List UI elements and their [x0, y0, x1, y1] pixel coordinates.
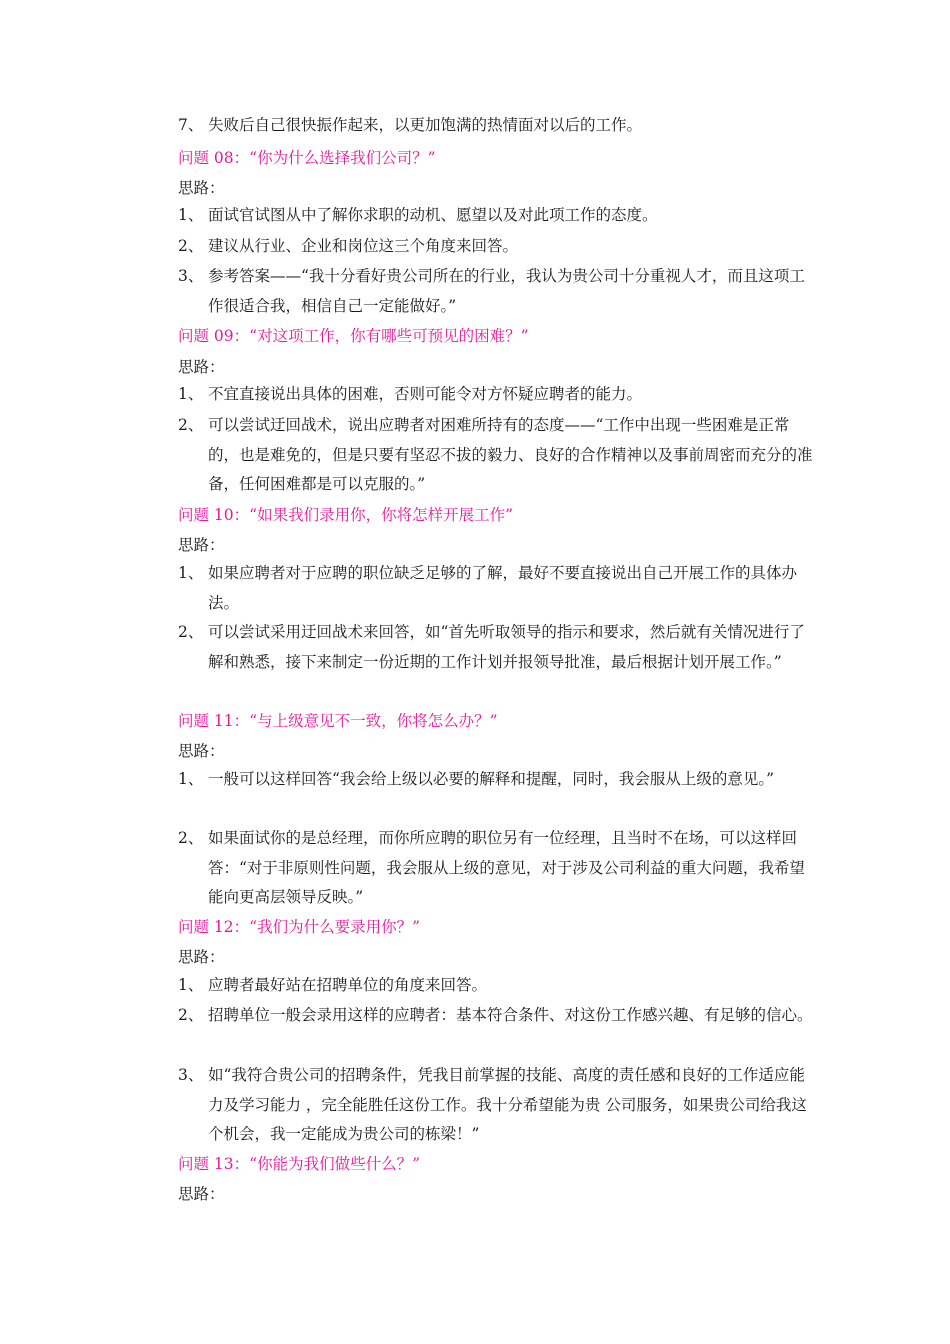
section-label: 思路： — [178, 742, 225, 760]
list-item — [178, 1061, 818, 1150]
list-text: 失败后自己很快振作起来，以更加饱满的热情面对以后的工作。 — [208, 116, 643, 134]
section-label: 思路： — [178, 948, 225, 966]
question-heading: 问题 09：“对这项工作，你有哪些可预见的困难？” — [178, 327, 529, 345]
section-label: 思路： — [178, 536, 225, 554]
list-item — [178, 111, 818, 141]
list-item — [178, 262, 818, 321]
list-item — [178, 559, 818, 618]
list-number: 1、 — [178, 564, 204, 582]
list-text: 参考答案——“我十分看好贵公司所在的行业，我认为贵公司十分重视人才，而且这项工作很适合我，相信自己一定能做好。” — [208, 267, 805, 315]
list-number: 7、 — [178, 116, 204, 134]
section-label: 思路： — [178, 1185, 225, 1203]
list-number: 3、 — [178, 267, 204, 285]
section-label: 思路： — [178, 179, 225, 197]
list-text: 招聘单位一般会录用这样的应聘者：基本符合条件、对这份工作感兴趣、有足够的信心。 — [208, 1006, 813, 1024]
list-item — [178, 380, 818, 410]
list-text: 可以尝试采用迂回战术来回答，如“首先听取领导的指示和要求，然后就有关情况进行了解和熟悉，接下来制定一份近期的工作计划并报领导批准，最后根据计划开展工作。” — [208, 623, 805, 671]
list-item — [178, 971, 818, 1001]
question-heading: 问题 08：“你为什么选择我们公司？” — [178, 149, 436, 167]
list-number: 2、 — [178, 829, 204, 847]
list-text: 如果应聘者对于应聘的职位缺乏足够的了解，最好不要直接说出自己开展工作的具体办法。 — [208, 564, 798, 612]
question-heading: 问题 10：“如果我们录用你，你将怎样开展工作” — [178, 506, 513, 524]
list-number: 1、 — [178, 206, 204, 224]
list-number: 2、 — [178, 416, 204, 434]
section-label: 思路： — [178, 358, 225, 376]
list-item — [178, 1001, 818, 1031]
list-number: 2、 — [178, 623, 204, 641]
list-text: 面试官试图从中了解你求职的动机、愿望以及对此项工作的态度。 — [208, 206, 658, 224]
list-item — [178, 411, 818, 500]
list-number: 3、 — [178, 1066, 204, 1084]
list-number: 1、 — [178, 770, 204, 788]
list-number: 1、 — [178, 385, 204, 403]
question-heading: 问题 12：“我们为什么要录用你？” — [178, 918, 420, 936]
list-text: 如果面试你的是总经理，而你所应聘的职位另有一位经理，且当时不在场，可以这样回答：“对于非原则性问题，我会服从上级的意见，对于涉及公司利益的重大问题，我希望能向更高层领导反映。” — [208, 829, 805, 906]
list-item — [178, 765, 818, 795]
list-item — [178, 824, 818, 913]
list-item — [178, 232, 818, 262]
list-text: 建议从行业、企业和岗位这三个角度来回答。 — [208, 237, 519, 255]
question-heading: 问题 11：“与上级意见不一致，你将怎么办？” — [178, 712, 498, 730]
list-text: 可以尝试迂回战术，说出应聘者对困难所持有的态度——“工作中出现一些困难是正常的，也是难免的，但是只要有坚忍不拔的毅力、良好的合作精神以及事前周密而充分的准备，任何困难都是可以克服的。” — [208, 416, 813, 493]
list-item — [178, 201, 818, 231]
list-text: 不宜直接说出具体的困难，否则可能令对方怀疑应聘者的能力。 — [208, 385, 643, 403]
list-number: 2、 — [178, 237, 204, 255]
question-heading: 问题 13：“你能为我们做些什么？” — [178, 1155, 420, 1173]
list-number: 1、 — [178, 976, 204, 994]
list-item — [178, 618, 818, 677]
list-text: 一般可以这样回答“我会给上级以必要的解释和提醒，同时，我会服从上级的意见。” — [208, 770, 775, 788]
list-text: 如“我符合贵公司的招聘条件，凭我目前掌握的技能、高度的责任感和良好的工作适应能力及学习能力 ，完全能胜任这份工作。我十分希望能为贵 公司服务，如果贵公司给我这个机会，我一定能成为贵公司的栋梁！” — [208, 1066, 807, 1143]
list-text: 应聘者最好站在招聘单位的角度来回答。 — [208, 976, 488, 994]
list-number: 2、 — [178, 1006, 204, 1024]
